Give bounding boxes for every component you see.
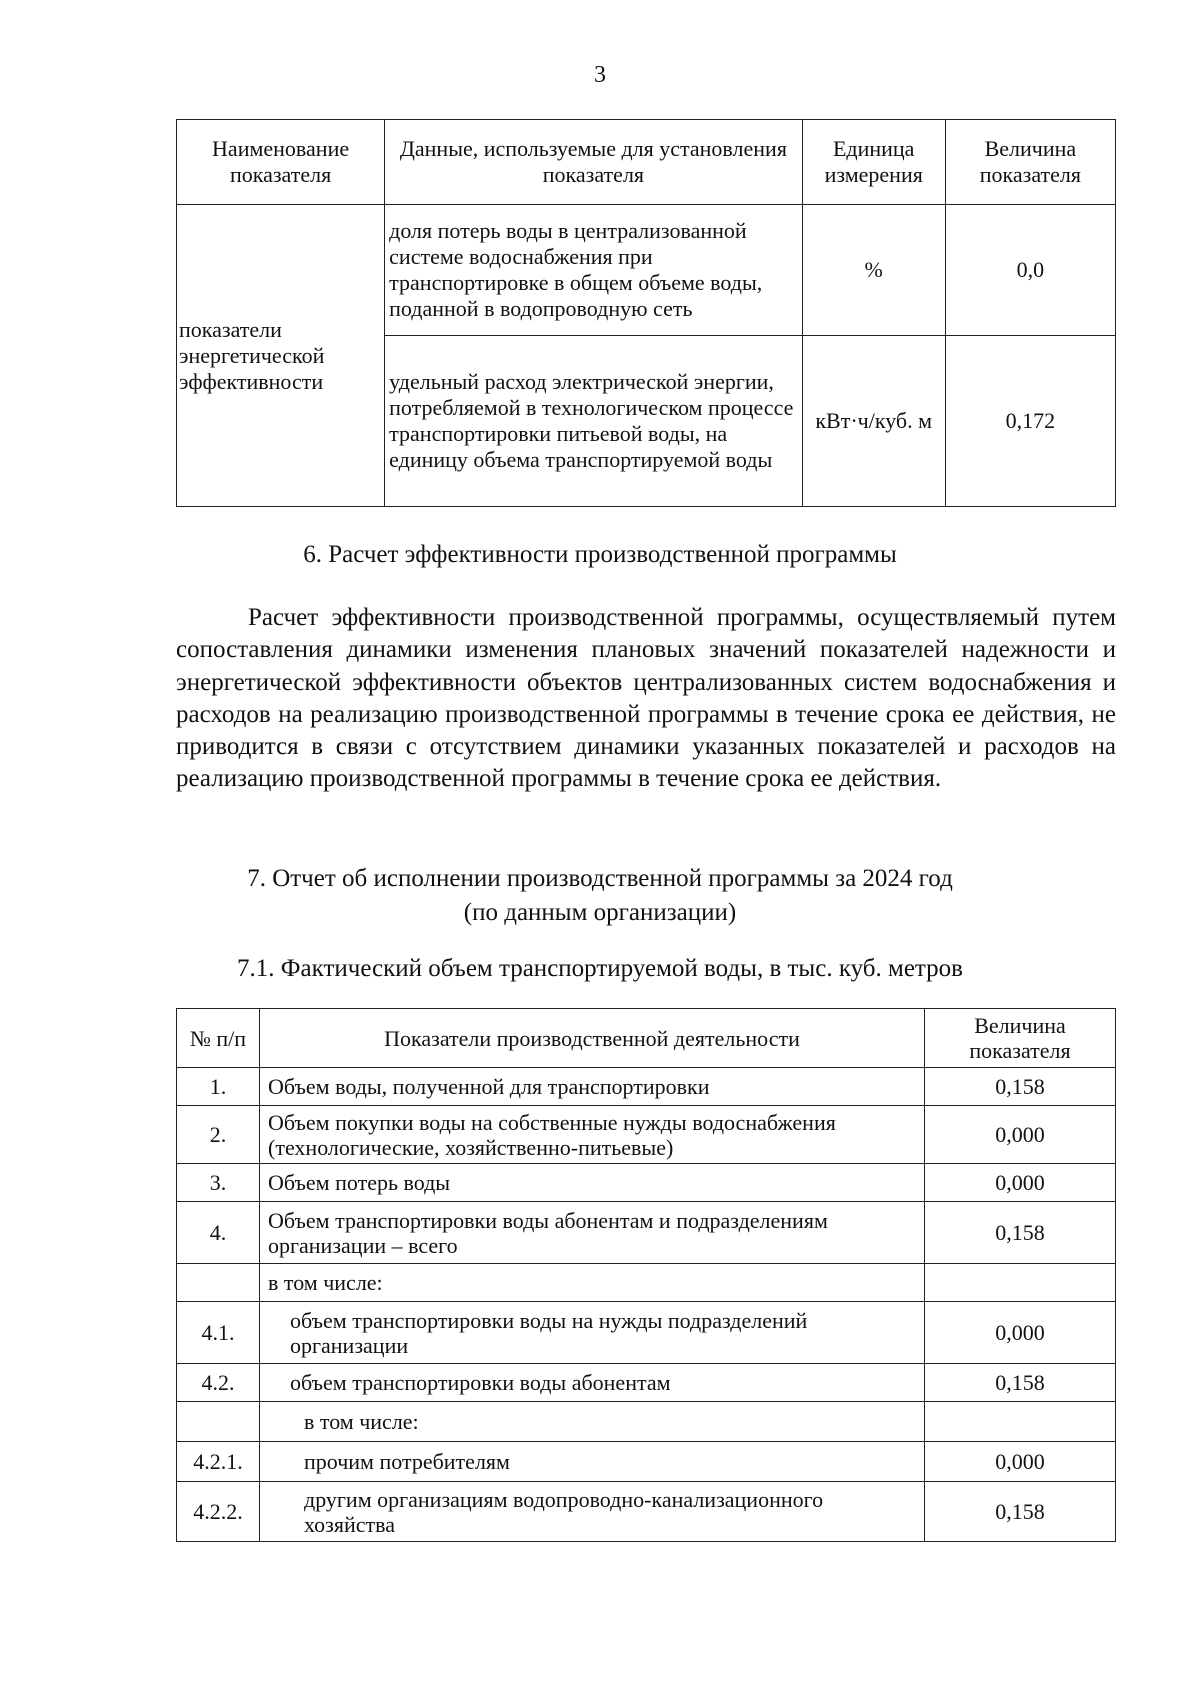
row-num: 4.2.2. xyxy=(177,1482,260,1542)
table-row xyxy=(177,1402,1116,1442)
row-value: 0,000 xyxy=(925,1106,1116,1164)
row-value: 0,158 xyxy=(925,1202,1116,1264)
row-text: в том числе: xyxy=(260,1264,925,1302)
row-num: 4. xyxy=(177,1202,260,1264)
row-num xyxy=(177,1264,260,1302)
table-row xyxy=(177,1442,1116,1482)
table-header-row xyxy=(177,1009,1116,1068)
row-value: 0,158 xyxy=(925,1482,1116,1542)
row-value: 0,000 xyxy=(925,1302,1116,1364)
header-unit: Единица измерения xyxy=(802,120,945,205)
row-text: объем транспортировки воды на нужды подразделений организации xyxy=(260,1302,925,1364)
water-volume-table xyxy=(176,1008,1116,1542)
header-data: Данные, используемые для установления показателя xyxy=(385,120,803,205)
group-name-cell: показатели энергетической эффективности xyxy=(177,205,385,507)
page-number: 3 xyxy=(594,62,606,88)
table-row xyxy=(177,1106,1116,1164)
table-row xyxy=(177,1164,1116,1202)
row-num: 1. xyxy=(177,1068,260,1106)
unit-cell: кВт·ч/куб. м xyxy=(802,336,945,507)
row-value xyxy=(925,1264,1116,1302)
row-value: 0,158 xyxy=(925,1068,1116,1106)
header-value: Величина показателя xyxy=(945,120,1115,205)
table-header-row xyxy=(177,120,1116,205)
row-text: прочим потребителям xyxy=(260,1442,925,1482)
table-row xyxy=(177,205,1116,336)
row-value: 0,000 xyxy=(925,1442,1116,1482)
section-7-title xyxy=(0,862,1200,930)
table-row xyxy=(177,1068,1116,1106)
table-row xyxy=(177,1202,1116,1264)
row-text: Объем транспортировки воды абонентам и подразделениям организации – всего xyxy=(260,1202,925,1264)
row-value: 0,158 xyxy=(925,1364,1116,1402)
row-text: Объем потерь воды xyxy=(260,1164,925,1202)
section-7-1-subtitle: 7.1. Фактический объем транспортируемой воды, в тыс. куб. метров xyxy=(237,955,963,982)
data-cell: удельный расход электрической энергии, потребляемой в технологическом процессе транспортировки питьевой воды, на единицу объема транспортируемой воды xyxy=(385,336,803,507)
row-value xyxy=(925,1402,1116,1442)
header-value: Величина показателя xyxy=(925,1009,1116,1068)
table-row xyxy=(177,1264,1116,1302)
row-text: в том числе: xyxy=(260,1402,925,1442)
table-row xyxy=(177,1302,1116,1364)
header-text: Показатели производственной деятельности xyxy=(260,1009,925,1068)
data-cell: доля потерь воды в централизованной системе водоснабжения при транспортировке в общем объеме воды, поданной в водопроводную сеть xyxy=(385,205,803,336)
header-name: Наименование показателя xyxy=(177,120,385,205)
value-cell: 0,0 xyxy=(945,205,1115,336)
row-text: Объем воды, полученной для транспортировки xyxy=(260,1068,925,1106)
unit-cell: % xyxy=(802,205,945,336)
row-num xyxy=(177,1402,260,1442)
row-num: 2. xyxy=(177,1106,260,1164)
table-row xyxy=(177,1364,1116,1402)
row-text: объем транспортировки воды абонентам xyxy=(260,1364,925,1402)
row-num: 3. xyxy=(177,1164,260,1202)
energy-efficiency-table xyxy=(176,119,1116,507)
section-6-paragraph: Расчет эффективности производственной программы, осуществляемый путем сопоставления динамики изменения плановых значений показателей надежности и энергетической эффективности объектов централизованных систем водоснабжения и расходов на реализацию производственной программы в течение срока ее действия, не приводится в связи с отсутствием динамики указанных показателей и расходов на реализацию производственной программы в течение срока ее действия. xyxy=(176,604,1116,793)
row-text: другим организациям водопроводно-канализационного хозяйства xyxy=(260,1482,925,1542)
row-value: 0,000 xyxy=(925,1164,1116,1202)
section-6-title: 6. Расчет эффективности производственной программы xyxy=(303,541,897,568)
row-num: 4.2. xyxy=(177,1364,260,1402)
row-num: 4.1. xyxy=(177,1302,260,1364)
value-cell: 0,172 xyxy=(945,336,1115,507)
table-row xyxy=(177,1482,1116,1542)
row-text: Объем покупки воды на собственные нужды водоснабжения (технологические, хозяйственно-питьевые) xyxy=(260,1106,925,1164)
header-num: № п/п xyxy=(177,1009,260,1068)
section-7-title-line2: (по данным организации) xyxy=(463,899,737,926)
row-num: 4.2.1. xyxy=(177,1442,260,1482)
section-7-title-line1: 7. Отчет об исполнении производственной программы за 2024 год xyxy=(247,865,953,892)
